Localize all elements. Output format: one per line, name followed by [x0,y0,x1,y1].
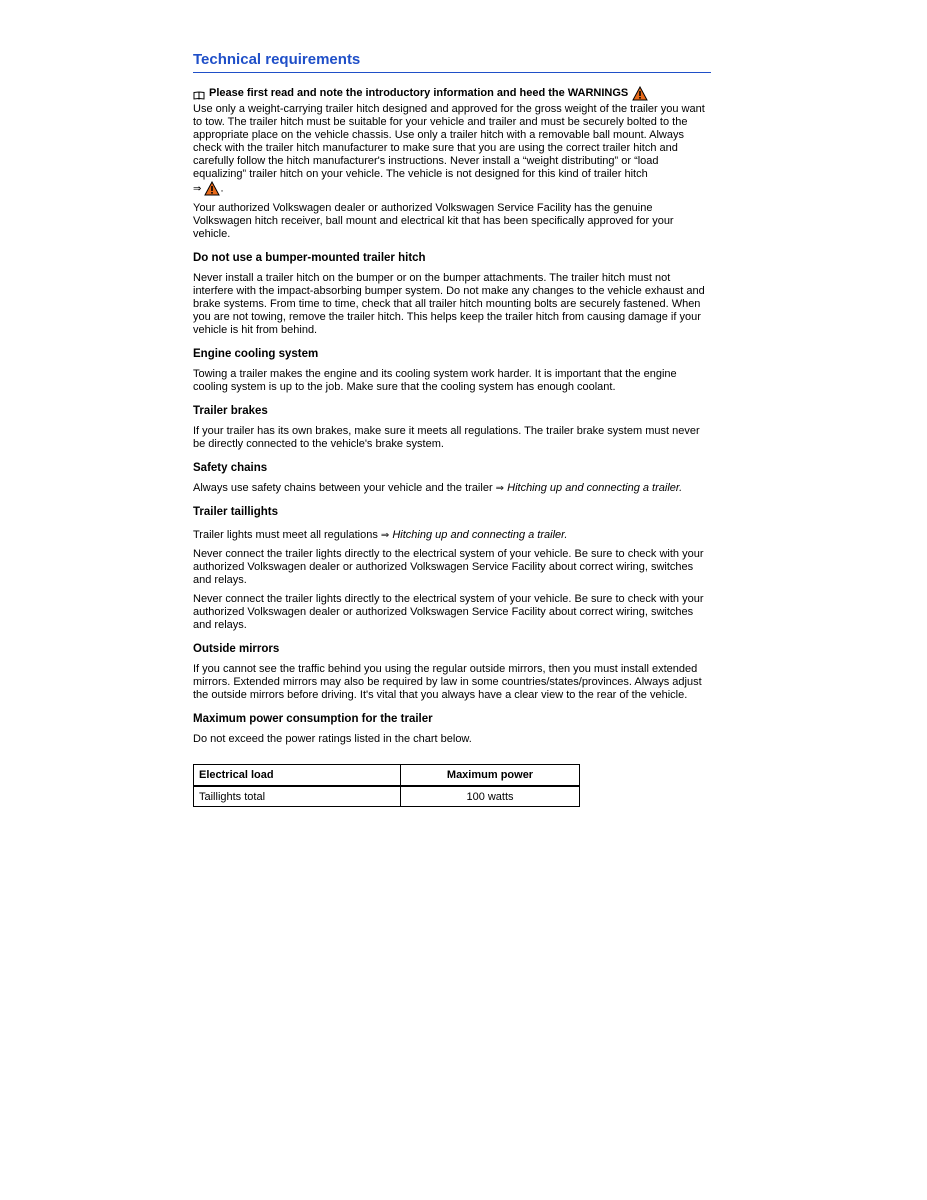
warning-triangle-icon [204,181,220,196]
document-page [193,50,711,807]
heading-max-power: Maximum power consumption for the trailer [193,713,433,725]
heading-safety-chains: Safety chains [193,462,268,474]
page-title: Technical requirements [193,50,711,73]
paragraph-dealer: Your authorized Volkswagen dealer or authorized Volkswagen Service Facility has the genuine Volkswagen hitch receiver, ball mount and electrical kit that has been specifically approved for your vehicle. [193,202,674,240]
paragraph-taillights-regulations [193,529,711,542]
heading-outside-mirrors: Outside mirrors [193,643,280,655]
paragraph-max-power: Do not exceed the power ratings listed in the chart below. [193,733,472,745]
paragraph-hitch-requirements [193,103,711,196]
warning-triangle-icon [632,86,648,101]
table-cell: Taillights total [194,786,401,807]
reference-arrow: ⇒ [193,183,202,195]
table-row [194,786,580,807]
table-cell: 100 watts [401,786,580,807]
paragraph-engine-cooling: Towing a trailer makes the engine and its cooling system work harder. It is important that the engine cooling system is up to the job. Make sure that the cooling system has enough coolant. [193,368,677,393]
reference-arrow: ⇒ [495,483,505,494]
table-header-row [194,765,580,787]
intro-note [193,85,711,101]
paragraph-outside-mirrors: If you cannot see the traffic behind you using the regular outside mirrors, then you must install extended mirrors. Extended mirrors may also be required by law in some countries/states/provinces. Always adjust the outside mirrors before driving. It's vital that you always have a clear view to the rear of the vehicle. [193,663,702,701]
heading-trailer-brakes: Trailer brakes [193,405,268,417]
paragraph-text: Use only a weight-carrying trailer hitch designed and approved for the gross weight of the trailer you want to tow. The trailer hitch must be suitable for your vehicle and trailer and must be securely bolted to the appropriate place on the vehicle chassis. Use only a trailer hitch with a removable ball mount. Always check with the trailer hitch manufacturer to make sure that you are using the correct trailer hitch and carefully follow the hitch manufacturer's instructions. Never install a “weight distributing” or “load equalizing” trailer hitch on your vehicle. The vehicle is not designed for this kind of trailer hitch [193,103,705,180]
paragraph-bumper-hitch: Never install a trailer hitch on the bumper or on the bumper attachments. The trailer hitch must not interfere with the impact-absorbing bumper system. Do not make any changes to the vehicle exhaust and brake systems. From time to time, check that all trailer hitch mounting bolts are securely fastened. When you are not towing, remove the trailer hitch. This helps keep the trailer hitch from causing damage if your vehicle is hit from behind. [193,272,705,336]
paragraph-text: Trailer lights must meet all regulations [193,529,378,541]
paragraph-text: Always use safety chains between your vehicle and the trailer [193,482,493,494]
cross-reference-link[interactable]: Hitching up and connecting a trailer. [507,482,683,494]
cross-reference-link[interactable]: Hitching up and connecting a trailer. [392,529,568,541]
heading-trailer-taillights: Trailer taillights [193,506,278,518]
heading-engine-cooling: Engine cooling system [193,348,319,360]
paragraph-taillights-wiring-1: Never connect the trailer lights directly to the electrical system of your vehicle. Be sure to check with your authorized Volkswagen dealer or authorized Volkswagen Service Facility about correct wiring, switches and relays. [193,548,704,586]
paragraph-safety-chains [193,482,711,495]
reference-arrow: ⇒ [380,530,390,541]
table-header-cell: Maximum power [401,765,580,787]
book-icon [193,89,205,98]
paragraph-taillights-wiring-2: Never connect the trailer lights directly to the electrical system of your vehicle. Be sure to check with your authorized Volkswagen dealer or authorized Volkswagen Service Facility about correct wiring, switches and relays. [193,593,704,631]
paragraph-trailer-brakes: If your trailer has its own brakes, make sure it meets all regulations. The trailer brake system must never be directly connected to the vehicle's brake system. [193,425,700,450]
period: . [220,182,224,195]
power-table [193,764,580,807]
table-header-cell: Electrical load [194,765,401,787]
heading-bumper-hitch: Do not use a bumper-mounted trailer hitch [193,252,426,264]
intro-text: Please first read and note the introductory information and heed the WARNINGS [209,87,629,99]
